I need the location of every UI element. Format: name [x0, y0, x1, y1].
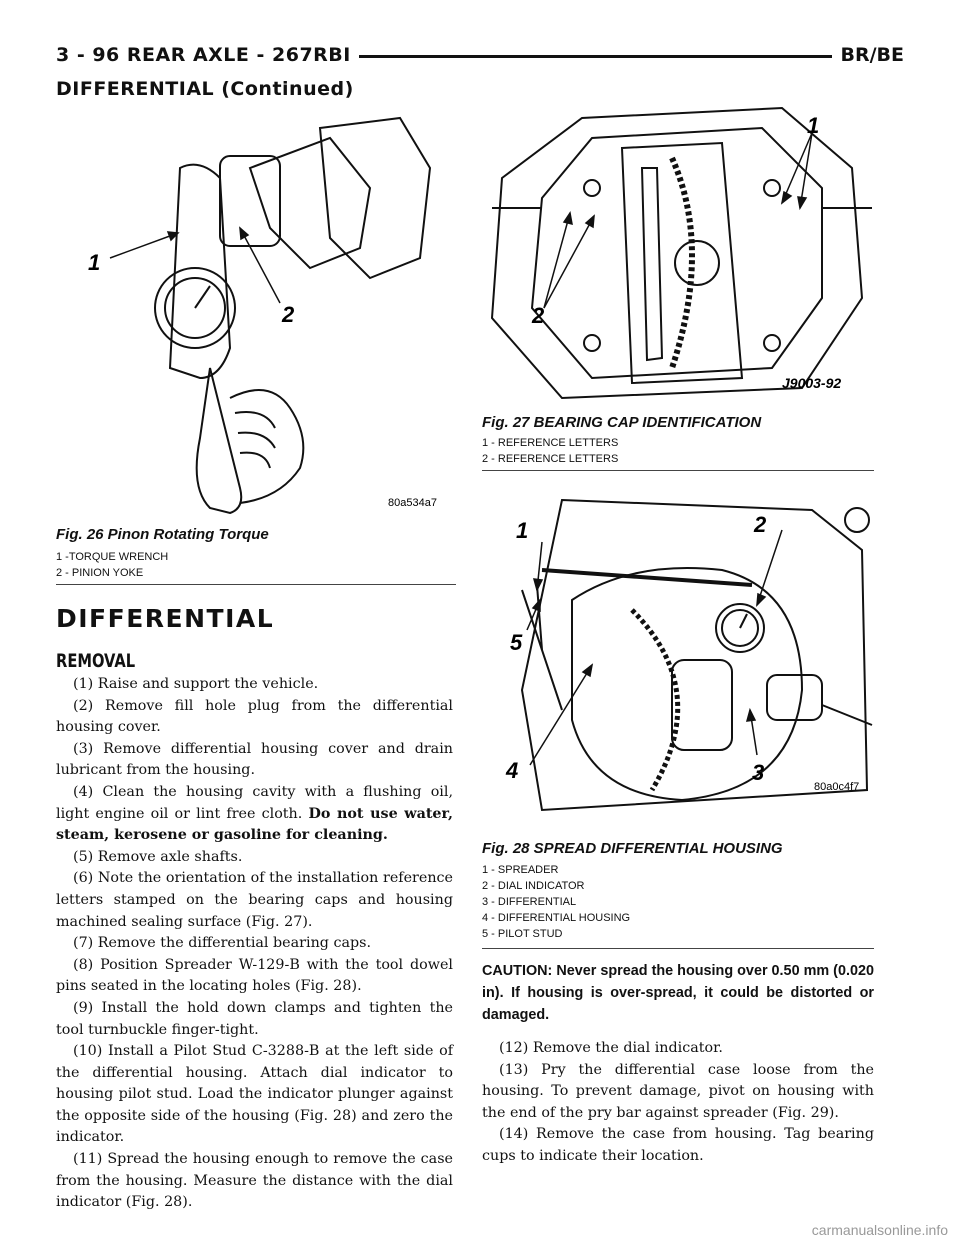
step-10: (10) Install a Pilot Stud C-3288-B at the left side of the differential housing. Attach dial indicator to housing pilot stud. Load the indicator plunger against the opposite side of the housing (Fig. 28) and zero the indicator.: [56, 1043, 453, 1146]
step-14: (14) Remove the case from housing. Tag bearing cups to indicate their location.: [482, 1126, 874, 1164]
fig28-callout-4: 4: [506, 758, 519, 783]
step-11: (11) Spread the housing enough to remove the case from the housing. Measure the distance with the dial indicator (Fig. 28).: [56, 1151, 453, 1211]
fig26-rule: [56, 584, 456, 585]
fig27-legend-item: 1 - REFERENCE LETTERS: [482, 437, 619, 449]
fig27-title: Fig. 27 BEARING CAP IDENTIFICATION: [482, 414, 762, 431]
right-column: [482, 960, 874, 1168]
fig28-callout-1: 1: [516, 518, 529, 543]
step-7: (7) Remove the differential bearing caps.: [73, 935, 372, 952]
step-6: (6) Note the orientation of the installation reference letters stamped on the bearing caps and housing machined sealing surface (Fig. 27).: [56, 870, 453, 930]
fig28-legend-item: 2 - DIAL INDICATOR: [482, 880, 585, 892]
fig28-legend-item: 4 - DIFFERENTIAL HOUSING: [482, 912, 631, 924]
section-title: DIFFERENTIAL: [56, 604, 275, 633]
fig26-legend-item: 2 - PINION YOKE: [56, 567, 144, 579]
page-header: [56, 44, 904, 74]
fig27-legend: [482, 435, 618, 467]
step-4-text: (4) Clean the housing cavity with a flushing oil, light engine oil or lint free cloth.: [56, 783, 453, 822]
fig28-illustration: [482, 490, 874, 830]
model-label: BR/BE: [832, 44, 904, 66]
caution-note: CAUTION: Never spread the housing over 0.50 mm (0.020 in). If housing is over-spread, it could be distorted or damaged.: [482, 963, 874, 1023]
subsection-title: REMOVAL: [56, 650, 136, 672]
fig27-legend-item: 2 - REFERENCE LETTERS: [482, 453, 619, 465]
fig28-callout-5: 5: [510, 630, 523, 655]
step-9: (9) Install the hold down clamps and tighten the tool turnbuckle finger-tight.: [56, 999, 453, 1038]
fig28-legend: [482, 862, 630, 942]
step-1: (1) Raise and support the vehicle.: [73, 676, 319, 692]
fig26-callout-2: 2: [282, 302, 295, 327]
fig28-code: 80a0c4f7: [814, 781, 860, 793]
left-column: [56, 674, 453, 1214]
step-4: [56, 782, 453, 847]
fig27-code: J9003-92: [782, 375, 842, 391]
step-2: (2) Remove fill hole plug from the differential housing cover.: [56, 697, 453, 736]
fig28-legend-item: 1 - SPREADER: [482, 864, 559, 876]
page-label: 3 - 96 REAR AXLE - 267RBI: [56, 44, 359, 66]
fig28-callout-2: 2: [754, 512, 767, 537]
fig26-legend: [56, 549, 168, 581]
continued-heading: DIFFERENTIAL (Continued): [56, 78, 354, 100]
fig27-rule: [482, 470, 874, 471]
step-4-warning: Do not use water, steam, kerosene or gasoline for cleaning.: [56, 805, 453, 844]
watermark: carmanualsonline.info: [811, 1222, 948, 1238]
step-3: (3) Remove differential housing cover and drain lubricant from the housing.: [56, 740, 453, 779]
fig26-illustration: [70, 108, 462, 518]
fig27-callout-1: 1: [807, 113, 820, 138]
fig28-legend-item: 5 - PILOT STUD: [482, 928, 563, 940]
fig26-title: Fig. 26 Pinon Rotating Torque: [56, 526, 269, 543]
step-8: (8) Position Spreader W-129-B with the tool dowel pins seated in the locating holes (Fig. 28).: [56, 956, 453, 995]
fig26-code: 80a534a7: [388, 497, 437, 509]
step-5: (5) Remove axle shafts.: [73, 848, 243, 865]
fig26-legend-item: 1 -TORQUE WRENCH: [56, 551, 169, 563]
fig28-legend-item: 3 - DIFFERENTIAL: [482, 896, 577, 908]
fig28-callout-3: 3: [752, 760, 765, 785]
fig26-callout-1: 1: [88, 250, 101, 275]
fig27-illustration: [482, 98, 874, 408]
fig27-callout-2: 2: [532, 303, 545, 328]
step-13: (13) Pry the differential case loose from the housing. To prevent damage, pivot on housing with the end of the pry bar against spreader (Fig. 29).: [482, 1061, 874, 1121]
fig28-title: Fig. 28 SPREAD DIFFERENTIAL HOUSING: [482, 840, 783, 857]
fig28-rule: [482, 948, 874, 949]
step-12: (12) Remove the dial indicator.: [499, 1040, 723, 1056]
